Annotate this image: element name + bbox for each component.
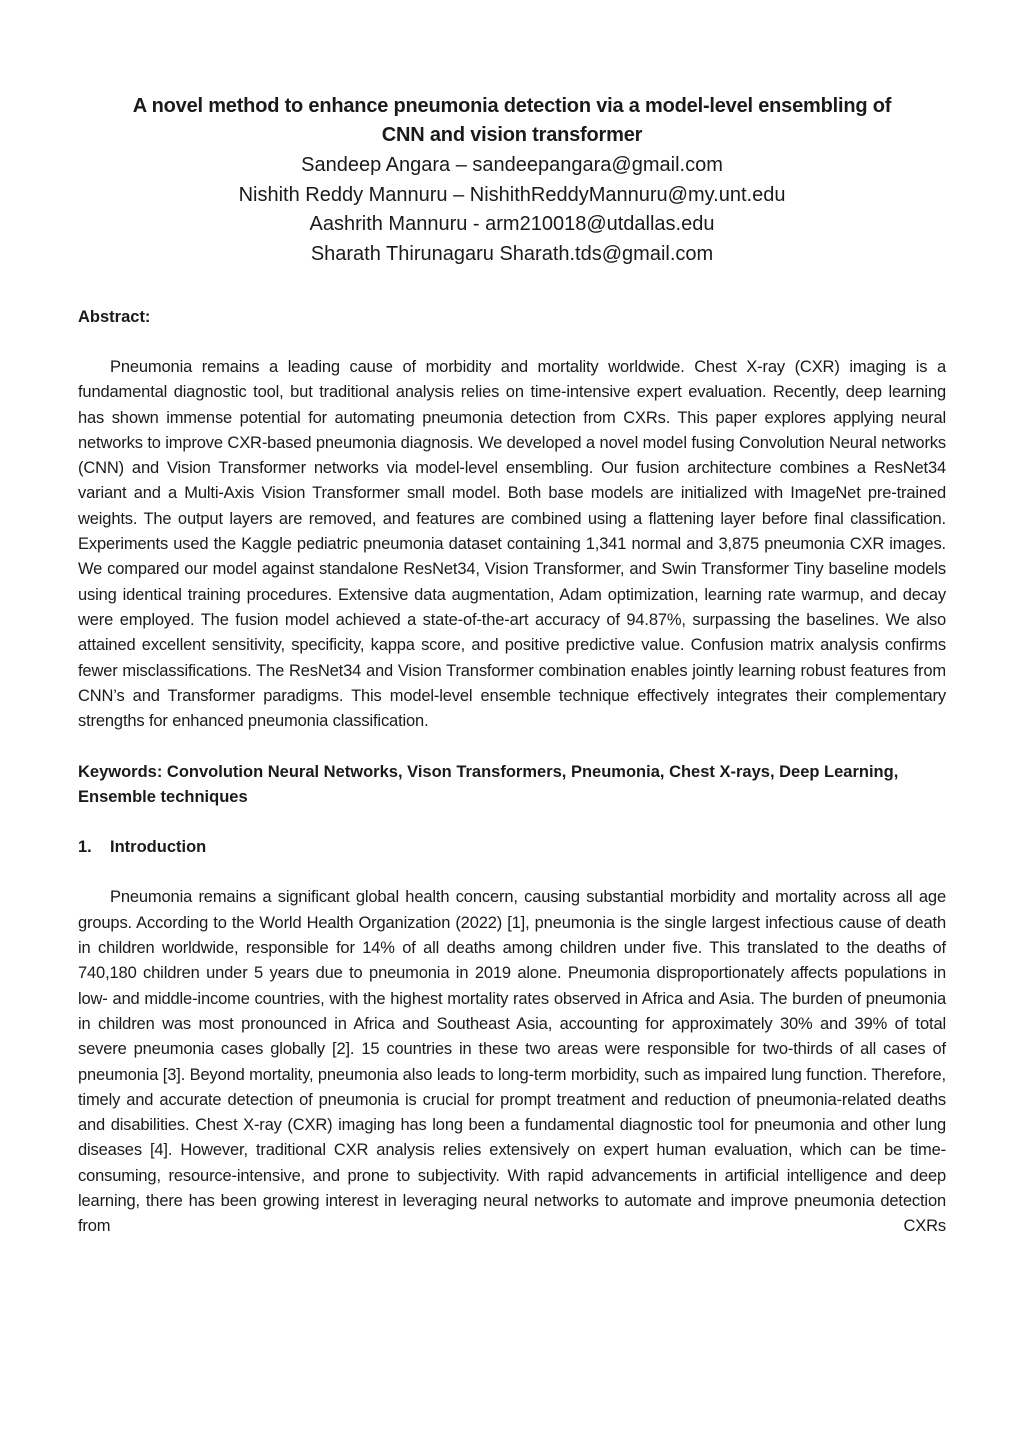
paper-page [78, 92, 946, 1240]
keywords: Keywords: Convolution Neural Networks, Vison Transformers, Pneumonia, Chest X-rays, Deep Learning, Ensemble techniques [78, 763, 899, 807]
abstract-heading: Abstract: [78, 308, 151, 326]
author-line: Sharath Thirunagaru Sharath.tds@gmail.com [310, 242, 714, 265]
section-number: 1. [78, 838, 92, 857]
author-line: Aashrith Mannuru - arm210018@utdallas.edu [309, 213, 715, 235]
paper-title [78, 92, 946, 150]
author-line: Sandeep Angara – sandeepangara@gmail.com [301, 154, 723, 176]
introduction-heading [78, 835, 946, 859]
section-title: Introduction [110, 838, 207, 857]
author-line: Nishith Reddy Mannuru – NishithReddyMannuru@my.unt.edu [238, 183, 786, 206]
author-list [78, 151, 946, 269]
title-line-2: CNN and vision transformer [381, 124, 643, 146]
abstract-paragraph: Pneumonia remains a leading cause of morbidity and mortality worldwide. Chest X-ray (CXR) imaging is a fundamental diagnostic tool, but traditional analysis relies on time-intensive expert evaluation. Recently, deep learning has shown immense potential for automating pneumonia detection from CXRs. This paper explores applying neural networks to improve CXR-based pneumonia diagnosis. We developed a novel model fusing Convolution Neural networks (CNN) and Vision Transformer networks via model-level ensembling. Our fusion architecture combines a ResNet34 variant and a Multi-Axis Vision Transformer small model. Both base models are initialized with ImageNet pre-trained weights. The output layers are removed, and features are combined using a flattening layer before final classification. Experiments used the Kaggle pediatric pneumonia dataset containing 1,341 normal and 3,875 pneumonia CXR images. We compared our model against standalone ResNet34, Vision Transformer, and Swin Transformer Tiny baseline models using identical training procedures. Extensive data augmentation, Adam optimization, learning rate warmup, and decay were employed. The fusion model achieved a state-of-the-art accuracy of 94.87%, surpassing the baselines. We also attained excellent sensitivity, specificity, kappa score, and positive predictive value. Confusion matrix analysis confirms fewer misclassifications. The ResNet34 and Vision Transformer combination enables jointly learning robust features from CNN’s and Transformer paradigms. This model-level ensemble technique effectively integrates their complementary strengths for enhanced pneumonia classification. [78, 358, 946, 731]
introduction-paragraph: Pneumonia remains a significant global health concern, causing substantial morbidity and mortality across all age groups. According to the World Health Organization (2022) [1], pneumonia is the single largest infectious cause of death in children worldwide, responsible for 14% of all deaths among children under five. This translated to the deaths of 740,180 children under 5 years due to pneumonia in 2019 alone. Pneumonia disproportionately affects populations in low- and middle-income countries, with the highest mortality rates observed in Africa and Asia. The burden of pneumonia in children was most pronounced in Africa and Southeast Asia, accounting for approximately 30% and 39% of total severe pneumonia cases globally [2]. 15 countries in these two areas were responsible for two-thirds of all cases of pneumonia [3]. Beyond mortality, pneumonia also leads to long-term morbidity, such as impaired lung function. Therefore, timely and accurate detection of pneumonia is crucial for prompt treatment and reduction of pneumonia-related deaths and disabilities. Chest X-ray (CXR) imaging has long been a fundamental diagnostic tool for pneumonia and other lung diseases [4]. However, traditional CXR analysis relies extensively on expert human evaluation, which can be time-consuming, resource-intensive, and prone to subjectivity. With rapid advancements in artificial intelligence and deep learning, there has been growing interest in leveraging neural networks to automate and improve pneumonia detection from CXRs [78, 888, 946, 1236]
title-line-1: A novel method to enhance pneumonia detection via a model-level ensembling of [132, 95, 892, 117]
